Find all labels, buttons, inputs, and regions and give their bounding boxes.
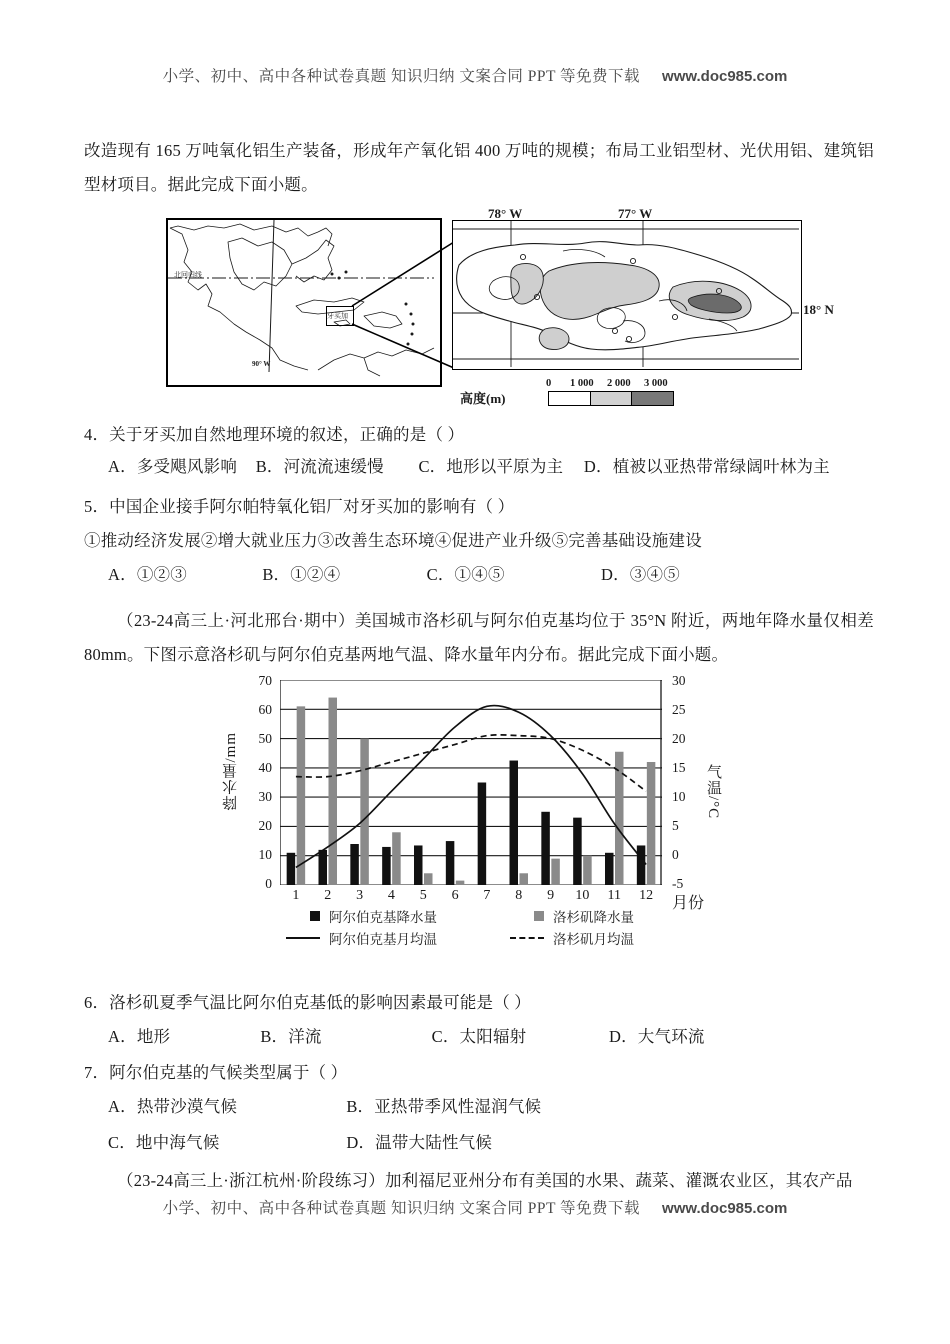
chart-legend (310, 906, 730, 950)
q4-option-b[interactable]: B．河流流速缓慢 (255, 457, 384, 476)
jamaica-map-figure (166, 206, 834, 408)
chart-bar (297, 706, 306, 885)
ytick-left-10: 10 (258, 847, 272, 862)
ytick-right-15: 15 (672, 760, 686, 775)
chart-bar (551, 859, 560, 885)
solid-line-icon (286, 937, 320, 939)
ytick-right-10: 10 (672, 789, 686, 804)
q4-option-a[interactable]: A．多受飓风影响 (108, 457, 238, 476)
chart-bar (382, 847, 391, 885)
q6-option-c[interactable]: C．太阳辐射 (431, 1027, 527, 1046)
chart-x-tick: 8 (515, 888, 523, 903)
ytick-left-20: 20 (258, 818, 272, 833)
chart-y-axis-left-title: 降水量/mm (223, 732, 239, 811)
chart-bar (573, 818, 582, 885)
ytick-left-50: 50 (258, 731, 272, 746)
tropic-of-cancer-label: 北回归线 (174, 271, 202, 279)
jamaica-topography-svg (453, 221, 799, 367)
ytick-left-40: 40 (258, 760, 272, 775)
ytick-left-30: 30 (258, 789, 272, 804)
watermark-url-bottom: www.doc985.com (662, 1200, 788, 1217)
chart-x-tick: 1 (292, 888, 300, 903)
chart-x-tick: 9 (547, 888, 555, 903)
chart-bar (583, 856, 592, 885)
chart-bar (510, 761, 519, 885)
elevation-legend-ticks (544, 378, 684, 391)
jamaica-label: 牙买加 (327, 312, 348, 320)
q7-option-a[interactable]: A．热带沙漠气候 (108, 1097, 238, 1116)
black-square-icon (310, 911, 320, 921)
q5-option-b[interactable]: B．①②④ (262, 565, 341, 584)
q7-option-c[interactable]: C．地中海气候 (108, 1133, 220, 1152)
chart-bar (637, 845, 646, 885)
chart-x-tick: 3 (356, 888, 364, 903)
chart-x-tick: 12 (639, 888, 654, 903)
legend-label-la-precip: 洛杉矶降水量 (553, 910, 634, 925)
dashed-line-icon (510, 937, 544, 939)
ytick-right-20: 20 (672, 731, 686, 746)
question-4-stem: 4．关于牙买加自然地理环境的叙述，正确的是（ ） (84, 425, 465, 444)
chart-bar (647, 762, 656, 885)
climate-chart-figure (222, 672, 732, 972)
chart-bar (520, 873, 529, 885)
ytick-left-70: 70 (258, 673, 272, 688)
longitude-78w-label: 78° W (488, 206, 523, 221)
question-6-stem: 6．洛杉矶夏季气温比阿尔伯克基低的影响因素最可能是（ ） (84, 993, 531, 1012)
watermark-text: 小学、初中、高中各种试卷真题 知识归纳 文案合同 PPT 等免费下载 (162, 68, 641, 85)
longitude-77w-label: 77° W (618, 206, 653, 221)
chart-y-axis-right-title: 气温/°C (705, 764, 721, 820)
elev-tick-2000: 2 000 (607, 378, 631, 389)
chart-bar (541, 812, 550, 885)
ytick-left-60: 60 (258, 702, 272, 717)
chart-x-tick: 2 (324, 888, 332, 903)
chart-bar (605, 853, 614, 885)
watermark-top (0, 64, 950, 86)
chart-x-tick: 4 (387, 888, 395, 903)
q6-option-a[interactable]: A．地形 (108, 1027, 171, 1046)
chart-bar (392, 832, 401, 885)
elev-tick-3000: 3 000 (644, 378, 668, 389)
caribbean-coastline-svg (168, 220, 436, 381)
chart-x-axis-title: 月份 (672, 895, 705, 912)
elev-band-1000-2000 (591, 392, 633, 405)
passage-3: （23-24高三上·浙江杭州·阶段练习）加利福尼亚州分布有美国的水果、蔬菜、灌溉农业区，其农产品 (117, 1171, 853, 1190)
ytick-right-30: 30 (672, 673, 686, 688)
elev-band-2000-3000 (632, 392, 673, 405)
elevation-legend (452, 378, 802, 408)
watermark-text-bottom: 小学、初中、高中各种试卷真题 知识归纳 文案合同 PPT 等免费下载 (162, 1200, 641, 1217)
chart-x-tick: 10 (575, 888, 590, 903)
ytick-right-25: 25 (672, 702, 686, 717)
ytick-right-5: 5 (672, 818, 679, 833)
ytick-right-0: 0 (672, 847, 679, 862)
chart-x-tick: 6 (451, 888, 459, 903)
ytick-left-0: 0 (265, 876, 272, 891)
legend-item-la-temp (510, 928, 634, 948)
legend-item-la-precip (534, 906, 634, 926)
question-7-options-row1 (108, 1092, 898, 1122)
chart-x-tick: 11 (607, 888, 621, 903)
chart-svg (280, 680, 662, 885)
chart-bar (478, 783, 487, 886)
q4-option-d[interactable]: D．植被以亚热带常绿阔叶林为主 (583, 457, 830, 476)
q6-option-d[interactable]: D．大气环流 (608, 1027, 705, 1046)
chart-bar (360, 739, 369, 885)
chart-bar (350, 844, 359, 885)
q5-option-c[interactable]: C．①④⑤ (426, 565, 505, 584)
legend-label-abq-temp: 阿尔伯克基月均温 (329, 932, 437, 947)
question-5-stem: 5．中国企业接手阿尔帕特氧化铝厂对牙买加的影响有（ ） (84, 497, 515, 516)
question-5-sub-items: ①推动经济发展②增大就业压力③改善生态环境④促进产业升级⑤完善基础设施建设 (84, 531, 702, 550)
elev-tick-0: 0 (546, 378, 552, 389)
jamaica-detail-map (452, 220, 802, 370)
chart-x-tick: 7 (483, 888, 491, 903)
longitude-90w-label: 90° W (252, 360, 271, 368)
chart-bar (287, 853, 296, 885)
legend-label-la-temp: 洛杉矶月均温 (553, 932, 634, 947)
legend-item-abq-precip (310, 906, 437, 926)
elevation-scale-bar (548, 391, 674, 406)
chart-bar (414, 845, 423, 885)
gray-square-icon (534, 911, 544, 921)
q4-option-c[interactable]: C．地形以平原为主 (418, 457, 564, 476)
legend-label-abq-precip: 阿尔伯克基降水量 (329, 910, 437, 925)
chart-x-tick: 5 (419, 888, 427, 903)
chart-bar (319, 850, 328, 885)
chart-bar (615, 752, 624, 885)
elev-band-0-1000 (549, 392, 591, 405)
question-7-stem: 7．阿尔伯克基的气候类型属于（ ） (84, 1063, 348, 1082)
watermark-bottom (0, 1196, 950, 1218)
q5-option-a[interactable]: A．①②③ (108, 565, 187, 584)
question-6-options (108, 1022, 898, 1052)
elev-tick-1000: 1 000 (570, 378, 594, 389)
q7-option-b[interactable]: B．亚热带季风性湿润气候 (346, 1097, 542, 1116)
q7-option-d[interactable]: D．温带大陆性气候 (346, 1133, 493, 1152)
chart-bar (329, 698, 338, 885)
question-5-options (108, 560, 898, 590)
legend-item-abq-temp (286, 928, 437, 948)
chart-bar (456, 881, 465, 885)
ytick-right-neg5: -5 (672, 876, 684, 891)
question-4-options (108, 452, 898, 482)
intro-paragraph: 改造现有 165 万吨氧化铝生产装备，形成年产氧化铝 400 万吨的规模；布局工业铝型材、光伏用铝、建筑铝型材项目。据此完成下面小题。 (84, 141, 874, 194)
chart-bar (424, 873, 433, 885)
q5-option-d[interactable]: D．③④⑤ (600, 565, 680, 584)
latitude-18n-label: 18° N (803, 302, 834, 317)
elevation-legend-title: 高度(m) (460, 391, 506, 406)
q6-option-b[interactable]: B．洋流 (260, 1027, 322, 1046)
caribbean-overview-map (166, 218, 442, 387)
chart-plot-area (280, 680, 662, 885)
passage-2: （23-24高三上·河北邢台·期中）美国城市洛杉矶与阿尔伯克基均位于 35°N 附近，两地年降水量仅相差 80mm。下图示意洛杉矶与阿尔伯克基两地气温、降水量年内分布。据此完成下面小题。 (84, 611, 874, 664)
chart-bar (446, 841, 455, 885)
watermark-url: www.doc985.com (662, 68, 788, 85)
question-7-options-row2 (108, 1128, 898, 1158)
